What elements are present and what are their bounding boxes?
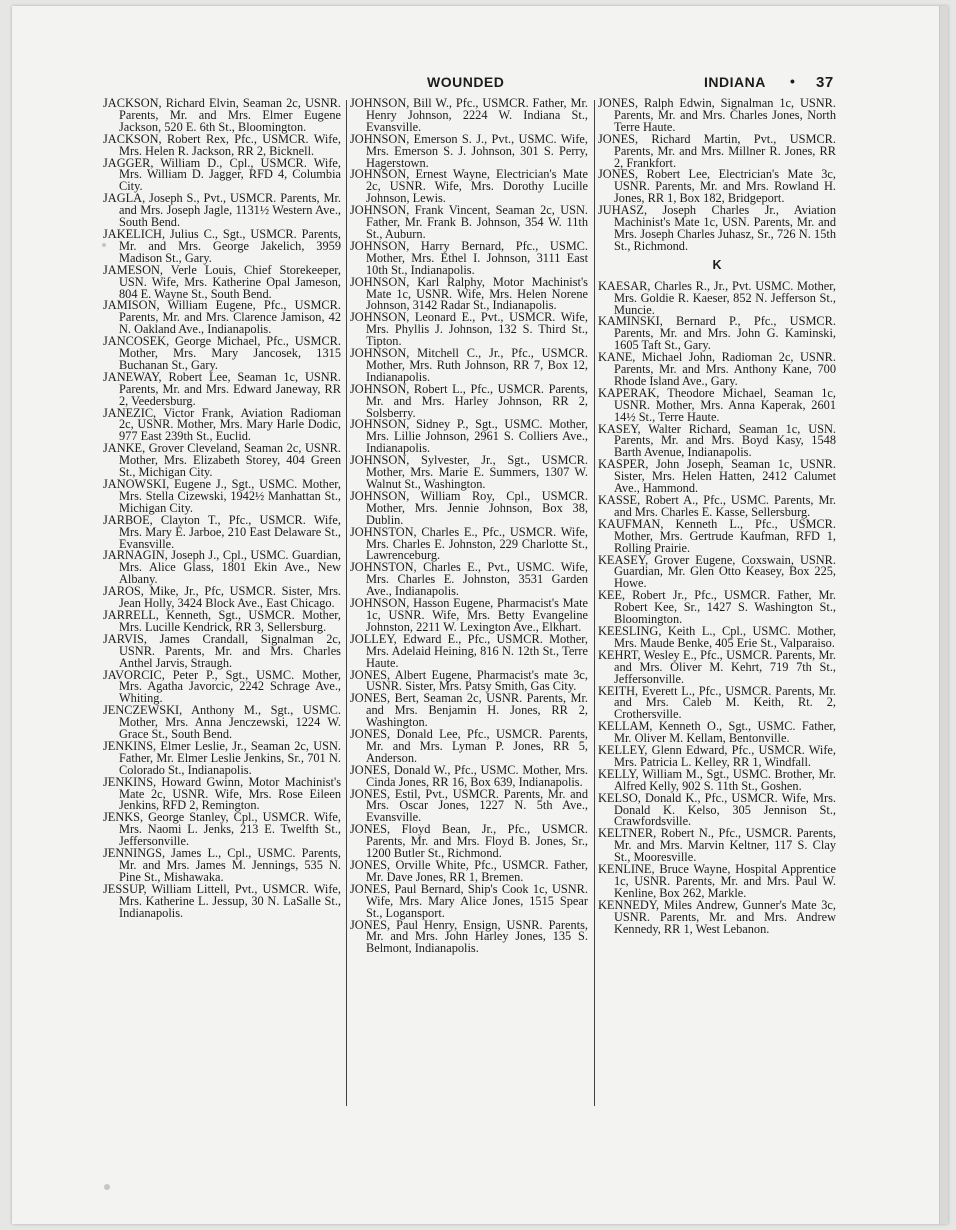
section-letter-heading: K <box>712 257 722 272</box>
header-title: WOUNDED <box>427 74 505 90</box>
casualty-entry: JENCZEWSKI, Anthony M., Sgt., USMC. Mother, Mrs. Anna Jenczewski, 1224 W. Grace St., South Bend. <box>103 703 341 742</box>
casualty-entry: KELLAM, Kenneth O., Sgt., USMC. Father, Mr. Oliver M. Kellam, Bentonville. <box>598 719 836 746</box>
casualty-entry: JARNAGIN, Joseph J., Cpl., USMC. Guardian, Mrs. Alice Glass, 1801 Ekin Ave., New Albany. <box>103 548 341 587</box>
column-3 <box>598 98 836 1108</box>
casualty-entry: JOHNSON, William Roy, Cpl., USMCR. Mother, Mrs. Jennie Johnson, Box 38, Dublin. <box>350 488 588 527</box>
casualty-entry: JOHNSON, Leonard E., Pvt., USMCR. Wife, Mrs. Phyllis J. Johnson, 132 S. Third St., Tipton. <box>350 310 588 349</box>
header-bullet: • <box>790 73 796 89</box>
casualty-entry: JAGGER, William D., Cpl., USMCR. Wife, Mrs. William D. Jagger, RFD 4, Columbia City. <box>103 155 341 194</box>
casualty-entry: JONES, Albert Eugene, Pharmacist's mate 3c, USNR. Sister, Mrs. Patsy Smith, Gas City. <box>350 667 588 694</box>
casualty-entry: JARRELL, Kenneth, Sgt., USMCR. Mother, Mrs. Lucille Kendrick, RR 3, Sellersburg. <box>103 607 341 634</box>
casualty-entry: JONES, Richard Martin, Pvt., USMCR. Parents, Mr. and Mrs. Millner R. Jones, RR 2, Frankfort. <box>598 131 836 170</box>
casualty-entry: JENKINS, Elmer Leslie, Jr., Seaman 2c, USN. Father, Mr. Elmer Leslie Jenkins, Sr., 701 N. Colorado St., Indianapolis. <box>103 738 341 777</box>
casualty-entry: JACKSON, Richard Elvin, Seaman 2c, USNR. Parents, Mr. and Mrs. Elmer Eugene Jackson, 520 E. 6th St., Bloomington. <box>103 98 341 134</box>
casualty-entry: KEE, Robert Jr., Pfc., USMCR. Father, Mr. Robert Kee, Sr., 1427 S. Washington St., Bloomington. <box>598 588 836 627</box>
casualty-entry: JOHNSON, Bill W., Pfc., USMCR. Father, Mr. Henry Johnson, 2224 W. Indiana St., Evansville. <box>350 98 588 134</box>
casualty-entry: KAMINSKI, Bernard P., Pfc., USMCR. Parents, Mr. and Mrs. John G. Kaminski, 1605 Taft St., Gary. <box>598 314 836 353</box>
casualty-entry: JACKSON, Robert Rex, Pfc., USMCR. Wife, Mrs. Helen R. Jackson, RR 2, Bicknell. <box>103 131 341 158</box>
casualty-entry: JOHNSTON, Charles E., Pvt., USMC. Wife, Mrs. Charles E. Johnston, 3531 Garden Ave., Indianapolis. <box>350 560 588 599</box>
casualty-entry: JOLLEY, Edward E., Pfc., USMCR. Mother, Mrs. Adelaid Heining, 816 N. 12th St., Terre Haute. <box>350 631 588 670</box>
document-page <box>12 6 948 1224</box>
casualty-entry: JANKE, Grover Cleveland, Seaman 2c, USNR. Mother, Mrs. Elizabeth Storey, 404 Green St., Michigan City. <box>103 441 341 480</box>
casualty-entry: JONES, Robert Lee, Electrician's Mate 3c, USNR. Parents, Mr. and Mrs. Rowland H. Jones, RR 1, Box 182, Bridgeport. <box>598 167 836 206</box>
casualty-entry: JAROS, Mike, Jr., Pfc, USMCR. Sister, Mrs. Jean Holly, 3424 Block Ave., East Chicago. <box>103 584 341 611</box>
casualty-entry: JOHNSON, Ernest Wayne, Electrician's Mate 2c, USNR. Wife, Mrs. Dorothy Lucille Johnson, Lewis. <box>350 167 588 206</box>
casualty-entry: JONES, Donald W., Pfc., USMC. Mother, Mrs. Cinda Jones, RR 16, Box 639, Indianapolis. <box>350 762 588 789</box>
casualty-entry: JOHNSON, Karl Ralphy, Motor Machinist's Mate 1c, USNR. Wife, Mrs. Helen Norene Johnson, 3142 Radar St., Indianapolis. <box>350 274 588 313</box>
casualty-entry: KASEY, Walter Richard, Seaman 1c, USN. Parents, Mr. and Mrs. Boyd Kasy, 1548 Barth Avenue, Indianapolis. <box>598 421 836 460</box>
casualty-entry: JAMESON, Verle Louis, Chief Storekeeper, USN. Wife, Mrs. Katherine Opal Jameson, 804 E. Wayne St., South Bend. <box>103 262 341 301</box>
casualty-entry: JENKS, George Stanley, Cpl., USMCR. Wife, Mrs. Naomi L. Jenks, 213 E. Twelfth St., Jeffersonville. <box>103 810 341 849</box>
casualty-entry: JAKELICH, Julius C., Sgt., USMCR. Parents, Mr. and Mrs. George Jakelich, 3959 Madison St., Gary. <box>103 226 341 265</box>
column-1 <box>103 98 341 1108</box>
casualty-entry: JANCOSEK, George Michael, Pfc., USMCR. Mother, Mrs. Mary Jancosek, 1315 Buchanan St., Gary. <box>103 334 341 372</box>
casualty-entry: JAVORCIC, Peter P., Sgt., USMC. Mother, Mrs. Agatha Javorcic, 2242 Schrage Ave., Whiting. <box>103 667 341 706</box>
column-2 <box>350 98 588 1108</box>
page-number: 37 <box>816 74 834 91</box>
casualty-entry: JOHNSON, Mitchell C., Jr., Pfc., USMCR. Mother, Mrs. Ruth Johnson, RR 7, Box 12, Indianapolis. <box>350 346 588 384</box>
casualty-entry: JANOWSKI, Eugene J., Sgt., USMC. Mother, Mrs. Stella Cizewski, 1942½ Manhattan St., Michigan City. <box>103 477 341 515</box>
page-edge-shadow <box>939 6 948 1224</box>
casualty-entry: JOHNSON, Emerson S. J., Pvt., USMC. Wife, Mrs. Emerson S. J. Johnson, 301 S. Perry, Hagerstown. <box>350 131 588 170</box>
casualty-entry: KAPERAK, Theodore Michael, Seaman 1c, USNR. Mother, Mrs. Anna Kaperak, 2601 14½ St., Terre Haute. <box>598 385 836 424</box>
casualty-entry: JONES, Paul Henry, Ensign, USNR. Parents, Mr. and Mrs. John Harley Jones, 135 S. Belmont, Indianapolis. <box>350 917 588 956</box>
casualty-entry: JONES, Ralph Edwin, Signalman 1c, USNR. Parents, Mr. and Mrs. Charles Jones, North Terre Haute. <box>598 98 836 134</box>
casualty-entry: JARBOE, Clayton T., Pfc., USMCR. Wife, Mrs. Mary E. Jarboe, 210 East Delaware St., Evansville. <box>103 512 341 551</box>
page-smudge <box>104 1184 110 1190</box>
casualty-entry: JOHNSON, Frank Vincent, Seaman 2c, USN. Father, Mr. Frank B. Johnson, 354 W. 11th St., Auburn. <box>350 203 588 241</box>
casualty-entry: KENLINE, Bruce Wayne, Hospital Apprentice 1c, USNR. Parents, Mr. and Mrs. Paul W. Kenline, Box 262, Markle. <box>598 862 836 900</box>
casualty-entry: KEITH, Everett L., Pfc., USMCR. Parents, Mr. and Mrs. Caleb M. Keith, Rt. 2, Crothersville. <box>598 683 836 722</box>
casualty-entry: KEASEY, Grover Eugene, Coxswain, USNR. Guardian, Mr. Glen Otto Keasey, Box 225, Howe. <box>598 552 836 591</box>
casualty-entry: JARVIS, James Crandall, Signalman 2c, USNR. Parents, Mr. and Mrs. Charles Anthel Jarvis, Straugh. <box>103 631 341 670</box>
casualty-entry: KELTNER, Robert N., Pfc., USMCR. Parents, Mr. and Mrs. Marvin Keltner, 117 S. Clay St., Mooresville. <box>598 826 836 865</box>
casualty-entry: KELLEY, Glenn Edward, Pfc., USMCR. Wife, Mrs. Patricia L. Kelley, RR 1, Windfall. <box>598 743 836 769</box>
casualty-entry: JONES, Estil, Pvt., USMCR. Parents, Mr. and Mrs. Oscar Jones, 1227 N. 5th Ave., Evansville. <box>350 786 588 825</box>
page-smudge <box>102 243 106 247</box>
casualty-entry: KAUFMAN, Kenneth L., Pfc., USMCR. Mother, Mrs. Gertrude Kaufman, RFD 1, Rolling Prairie. <box>598 516 836 555</box>
casualty-entry: KELSO, Donald K., Pfc., USMCR. Wife, Mrs. Donald K. Kelso, 305 Jennison St., Crawfordsville. <box>598 790 836 829</box>
casualty-entry: JONES, Orville White, Pfc., USMCR. Father, Mr. Dave Jones, RR 1, Bremen. <box>350 858 588 884</box>
casualty-entry: JONES, Bert, Seaman 2c, USNR. Parents, Mr. and Mrs. Benjamin H. Jones, RR 2, Washington. <box>350 691 588 730</box>
casualty-entry: JOHNSON, Hasson Eugene, Pharmacist's Mate 1c, USNR. Wife, Mrs. Betty Evangeline Johnston, 2211 W. Lexington Ave., Elkhart. <box>350 596 588 634</box>
casualty-entry: KAESAR, Charles R., Jr., Pvt. USMC. Mother, Mrs. Goldie R. Kaeser, 852 N. Jefferson St., Muncie. <box>598 278 836 317</box>
casualty-entry: KEHRT, Wesley E., Pfc., USMCR. Parents, Mr. and Mrs. Oliver M. Kehrt, 719 7th St., Jeffersonville. <box>598 647 836 686</box>
casualty-entry: JONES, Floyd Bean, Jr., Pfc., USMCR. Parents, Mr. and Mrs. Floyd B. Jones, Sr., 1200 Butler St., Richmond. <box>350 822 588 861</box>
casualty-entry: JAGLA, Joseph S., Pvt., USMCR. Parents, Mr. and Mrs. Joseph Jagle, 1131½ Western Ave., South Bend. <box>103 191 341 230</box>
casualty-entry: JAMISON, William Eugene, Pfc., USMCR. Parents, Mr. and Mrs. Clarence Jamison, 42 N. Oakland Ave., Indianapolis. <box>103 298 341 337</box>
casualty-entry: JUHASZ, Joseph Charles Jr., Aviation Machinist's Mate 1c, USN. Parents, Mr. and Mrs. Joseph Charles Juhasz, Sr., 726 N. 15th St., Richmond. <box>598 203 836 253</box>
casualty-entry: KELLY, William M., Sgt., USMC. Brother, Mr. Alfred Kelly, 902 S. 11th St., Goshen. <box>598 766 836 793</box>
casualty-entry: JOHNSON, Sylvester, Jr., Sgt., USMCR. Mother, Mrs. Marie E. Summers, 1307 W. Walnut St., Washington. <box>350 453 588 491</box>
casualty-entry: JENNINGS, James L., Cpl., USMC. Parents, Mr. and Mrs. James M. Jennings, 535 N. Pine St., Mishawaka. <box>103 846 341 884</box>
casualty-entry: JOHNSON, Robert L., Pfc., USMCR. Parents, Mr. and Mrs. Harley Johnson, RR 2, Solsberry. <box>350 381 588 420</box>
casualty-entry: JOHNSTON, Charles E., Pfc., USMCR. Wife, Mrs. Charles E. Johnston, 229 Charlotte St., Lawrenceburg. <box>350 524 588 563</box>
casualty-entry: JONES, Donald Lee, Pfc., USMCR. Parents, Mr. and Mrs. Lyman P. Jones, RR 5, Anderson. <box>350 727 588 765</box>
page-header <box>12 74 948 96</box>
column-divider-1 <box>346 100 347 1106</box>
casualty-entry: KENNEDY, Miles Andrew, Gunner's Mate 3c, USNR. Parents, Mr. and Mrs. Andrew Kennedy, RR 1, West Lebanon. <box>598 897 836 936</box>
casualty-entry: JONES, Paul Bernard, Ship's Cook 1c, USNR. Wife, Mrs. Mary Alice Jones, 1515 Spear St., Logansport. <box>350 881 588 920</box>
casualty-entry: JESSUP, William Littell, Pvt., USMCR. Wife, Mrs. Katherine L. Jessup, 30 N. LaSalle St., Indianapolis. <box>103 881 341 920</box>
casualty-entry: KASSE, Robert A., Pfc., USMC. Parents, Mr. and Mrs. Charles E. Kasse, Sellersburg. <box>598 493 836 519</box>
casualty-entry: KANE, Michael John, Radioman 2c, USNR. Parents, Mr. and Mrs. Anthony Kane, 700 Rhode Island Ave., Gary. <box>598 350 836 388</box>
casualty-entry: JENKINS, Howard Gwinn, Motor Machinist's Mate 2c, USNR. Wife, Mrs. Rose Eileen Jenkins, RFD 2, Remington. <box>103 774 341 813</box>
header-state: INDIANA <box>704 74 766 90</box>
casualty-entry: JOHNSON, Sidney P., Sgt., USMC. Mother, Mrs. Lillie Johnson, 2961 S. Colliers Ave., Indianapolis. <box>350 417 588 456</box>
casualty-entry: JANEWAY, Robert Lee, Seaman 1c, USNR. Parents, Mr. and Mrs. Edward Janeway, RR 2, Veedersburg. <box>103 369 341 408</box>
casualty-entry: KEESLING, Keith L., Cpl., USMC. Mother, Mrs. Maude Benke, 405 Erie St., Valparaiso. <box>598 623 836 650</box>
column-divider-2 <box>594 100 595 1106</box>
casualty-entry: JOHNSON, Harry Bernard, Pfc., USMC. Mother, Mrs. Ethel I. Johnson, 3111 East 10th St., Indianapolis. <box>350 238 588 277</box>
casualty-entry: KASPER, John Joseph, Seaman 1c, USNR. Sister, Mrs. Helen Hatten, 2412 Calumet Ave., Hammond. <box>598 457 836 496</box>
casualty-entry: JANEZIC, Victor Frank, Aviation Radioman 2c, USNR. Mother, Mrs. Mary Harle Dodic, 977 East 239th St., Euclid. <box>103 405 341 444</box>
